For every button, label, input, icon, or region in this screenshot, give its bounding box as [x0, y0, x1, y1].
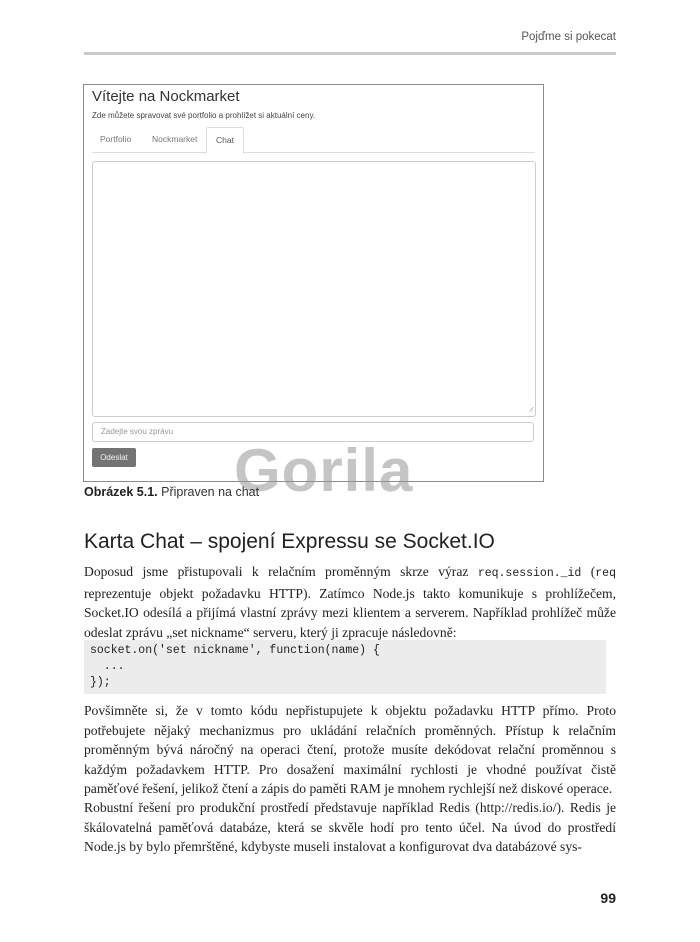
caption-number: Obrázek 5.1.: [84, 485, 158, 499]
app-title: Vítejte na Nockmarket: [92, 88, 240, 105]
paragraph-2: Povšimněte si, že v tomto kódu nepřistupujete k objektu požadavku HTTP přímo. Proto potřebujete nějaký mechanizmus pro ukládání relačních proměnných. Přístup k relačním proměnným bývá náročný na operaci čtení, protože musíte dekódovat relační proměnnou s každým požadavkem HTTP. Pro dosažení maximální rychlosti je vhodné používat čistě paměťové řešení, jelikož čtení a zápis do paměti RAM je mnohem rychlejší než diskové operace.: [84, 703, 616, 797]
figure-caption: [84, 485, 259, 499]
tab-chat[interactable]: Chat: [206, 127, 244, 154]
header-rule: [84, 52, 616, 55]
tab-bar: [92, 127, 535, 153]
tab-portfolio[interactable]: Portfolio: [100, 134, 132, 144]
running-head-title: Pojďme si pokecat: [521, 31, 616, 43]
paragraph-1-text-a: Doposud jsme přistupovali k relačním proměnným skrze výraz: [84, 564, 478, 579]
tab-nockmarket[interactable]: Nockmarket: [152, 134, 198, 144]
resize-handle-icon[interactable]: ⁄⁄: [530, 407, 533, 414]
section-heading: Karta Chat – spojení Expressu se Socket.IO: [84, 530, 495, 553]
chat-messages-area[interactable]: [92, 161, 536, 417]
paragraph-1-text-b: (: [581, 564, 596, 579]
caption-text: Připraven na chat: [157, 485, 260, 499]
paragraph-1: [84, 562, 616, 642]
running-head: [0, 0, 700, 56]
page-number: 99: [600, 890, 616, 906]
inline-code-session: req.session._id: [477, 567, 582, 580]
watermark-logo: Gorila: [234, 437, 414, 504]
inline-code-req: req: [595, 567, 616, 580]
figure-screenshot: [83, 84, 544, 482]
code-block: socket.on('set nickname', function(name) { ... });: [84, 640, 606, 694]
message-input[interactable]: Zadejte svou zprávu: [92, 422, 534, 442]
paragraph-1-text-c: reprezentuje objekt požadavku HTTP). Zatímco Node.js takto komunikuje s prohlížečem, Socket.IO odesílá a přijímá vlastní zprávy mezi klientem a serverem. Například prohlížeč může odeslat zprávu „set nickname“ serveru, který ji zpracuje následovně:: [84, 585, 616, 640]
send-button[interactable]: Odeslat: [92, 448, 136, 467]
app-subtitle: Zde můžete spravovat své portfolio a prohlížet si aktuální ceny.: [92, 111, 316, 120]
paragraph-3: Robustní řešení pro produkční prostředí představuje například Redis (http://redis.io/). Redis je škálovatelná paměťová databáze, která se skvěle hodí pro tento účel. Na úvod do prostředí Node.js by bylo přemrštěné, kdybyste museli instalovat a konfigurovat dva databázové sys-: [84, 800, 616, 855]
